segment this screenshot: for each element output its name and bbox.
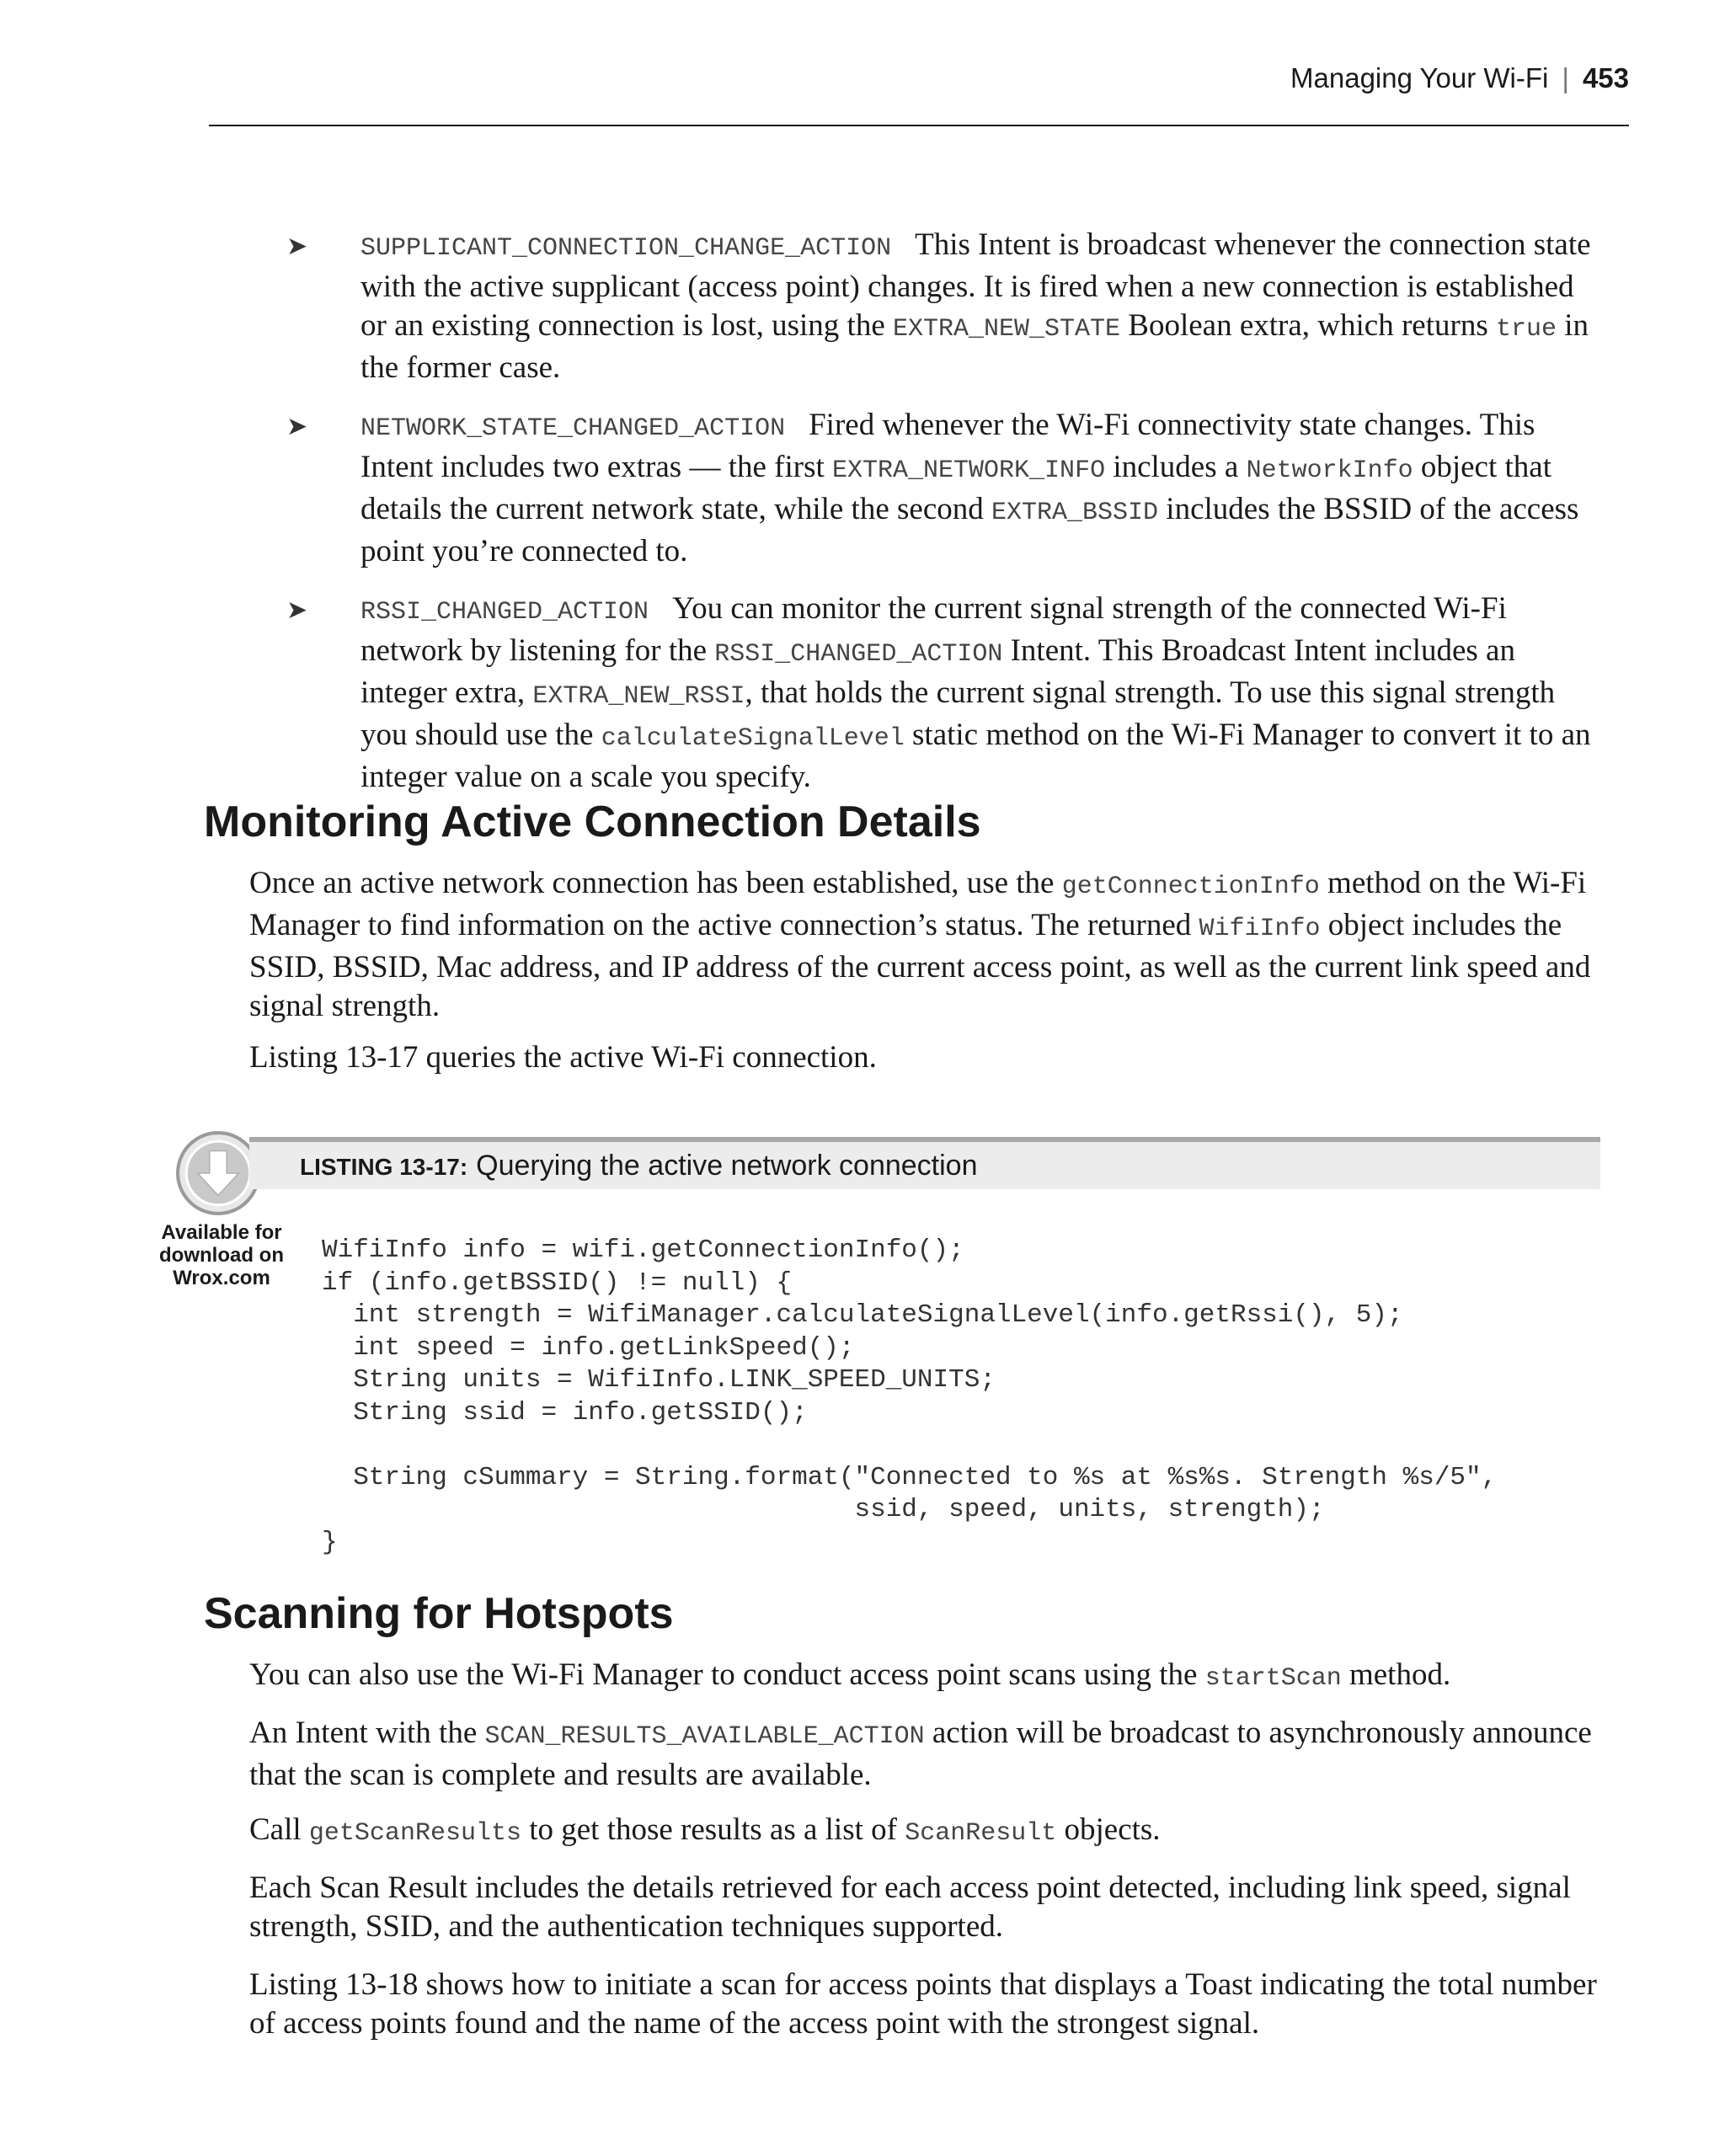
paragraph — [249, 1714, 1605, 1795]
paragraph — [249, 1811, 1605, 1853]
listing-label: LISTING 13-17: — [300, 1154, 468, 1180]
inline-code: RSSI_CHANGED_ACTION — [714, 640, 1003, 669]
paragraph-text: Call — [249, 1812, 309, 1847]
bullet-text: You can monitor the current signal strength of the connected Wi-Fi network by listening for the — [360, 591, 1507, 668]
download-caption — [158, 1221, 285, 1289]
arrow-bullet-icon: ➤ — [286, 595, 308, 625]
list-item — [286, 406, 1600, 571]
inline-code: SCAN_RESULTS_AVAILABLE_ACTION — [484, 1722, 925, 1751]
inline-code: getScanResults — [308, 1819, 521, 1848]
inline-code: NetworkInfo — [1246, 456, 1413, 485]
list-item — [286, 590, 1600, 797]
bullet-term: RSSI_CHANGED_ACTION — [360, 598, 649, 627]
paragraph-text: to get those results as a list of — [521, 1812, 905, 1847]
paragraph: Listing 13-18 shows how to initiate a scan for access points that displays a Toast indicating the total number of access points found and the name of the access point with the strongest signal. — [249, 1967, 1597, 2041]
arrow-bullet-icon: ➤ — [286, 412, 308, 441]
list-item — [286, 226, 1600, 387]
inline-code: true — [1495, 315, 1557, 344]
download-caption-line: Available for — [161, 1221, 282, 1244]
inline-code: EXTRA_NEW_RSSI — [532, 682, 745, 711]
bullet-text: in the former case. — [360, 308, 1589, 385]
inline-code: EXTRA_BSSID — [991, 499, 1159, 527]
bullet-term: SUPPLICANT_CONNECTION_CHANGE_ACTION — [360, 234, 892, 263]
listing-title — [249, 1142, 1600, 1189]
inline-code: WifiInfo — [1199, 915, 1321, 943]
bullet-text: static method on the Wi-Fi Manager to convert it to an integer value on a scale you specify. — [360, 718, 1591, 794]
running-header-separator: | — [1562, 62, 1569, 93]
inline-code: startScan — [1204, 1664, 1342, 1693]
section-heading-scanning: Scanning for Hotspots — [204, 1589, 674, 1638]
bullet-text: This Intent is broadcast whenever the connection state with the active supplicant (access point) changes. It is fired when a new connection is established or an existing connection is lost, using the — [360, 227, 1591, 343]
bullet-text: Intent. This Broadcast Intent includes an integer extra, — [360, 633, 1515, 710]
intent-action-list — [286, 226, 1600, 815]
section-heading-monitoring: Monitoring Active Connection Details — [204, 798, 981, 846]
running-header-title: Managing Your Wi-Fi — [1290, 62, 1549, 93]
inline-code: EXTRA_NEW_STATE — [893, 315, 1121, 344]
page-number: 453 — [1582, 62, 1629, 93]
header-rule — [209, 125, 1629, 126]
inline-code: ScanResult — [905, 1819, 1057, 1848]
paragraph-text: You can also use the Wi-Fi Manager to conduct access point scans using the — [249, 1657, 1205, 1692]
paragraph-text: Once an active network connection has been established, use the — [249, 866, 1062, 900]
paragraph-text: method on the Wi-Fi Manager to find information on the active connection’s status. The returned — [249, 866, 1587, 942]
paragraph — [249, 1656, 1605, 1698]
paragraph-text: objects. — [1056, 1812, 1161, 1847]
inline-code: calculateSignalLevel — [601, 724, 905, 753]
arrow-bullet-icon: ➤ — [286, 232, 308, 261]
bullet-text: , that holds the current signal strength. To use this signal strength you should use the — [360, 675, 1556, 752]
listing-caption: Querying the active network connection — [476, 1150, 978, 1182]
download-icon — [175, 1130, 261, 1216]
bullet-text: object that details the current network state, while the second — [360, 450, 1551, 526]
bullet-text: Boolean extra, which returns — [1120, 308, 1496, 343]
code-listing: WifiInfo info = wifi.getConnectionInfo(); if (info.getBSSID() != null) { int strength = WifiManager.calculateSignalLevel(info.getRssi(), 5); int speed = info.getLinkSpeed(); String units = WifiInfo.LINK_SPEED_UNITS; String ssid = info.getSSID(); String cSummary = String.format("Connected to %s at %s%s. Strength %s/5", ssid, speed, units, strength); } — [322, 1235, 1498, 1557]
download-caption-line: download on — [159, 1244, 284, 1267]
bullet-text: includes a — [1105, 450, 1247, 484]
paragraph — [249, 864, 1605, 1026]
paragraph-text: method. — [1341, 1657, 1451, 1692]
bullet-text: includes the BSSID of the access point you’re connected to. — [360, 492, 1579, 568]
paragraph: Listing 13-17 queries the active Wi-Fi connection. — [249, 1040, 877, 1075]
inline-code: EXTRA_NETWORK_INFO — [832, 456, 1106, 485]
inline-code: getConnectionInfo — [1061, 873, 1320, 901]
download-caption-line: Wrox.com — [173, 1267, 270, 1289]
paragraph: Each Scan Result includes the details retrieved for each access point detected, including link speed, signal strength, SSID, and the authentication techniques supported. — [249, 1870, 1571, 1944]
bullet-text: Fired whenever the Wi-Fi connectivity state changes. This Intent includes two extras — the first — [360, 408, 1535, 484]
paragraph-text: object includes the SSID, BSSID, Mac address, and IP address of the current access point, as well as the current link speed and signal strength. — [249, 908, 1591, 1023]
running-header — [1290, 62, 1629, 94]
paragraph-text: An Intent with the — [249, 1716, 485, 1750]
paragraph-text: action will be broadcast to asynchronously announce that the scan is complete and results are available. — [249, 1716, 1592, 1792]
bullet-term: NETWORK_STATE_CHANGED_ACTION — [360, 414, 786, 443]
